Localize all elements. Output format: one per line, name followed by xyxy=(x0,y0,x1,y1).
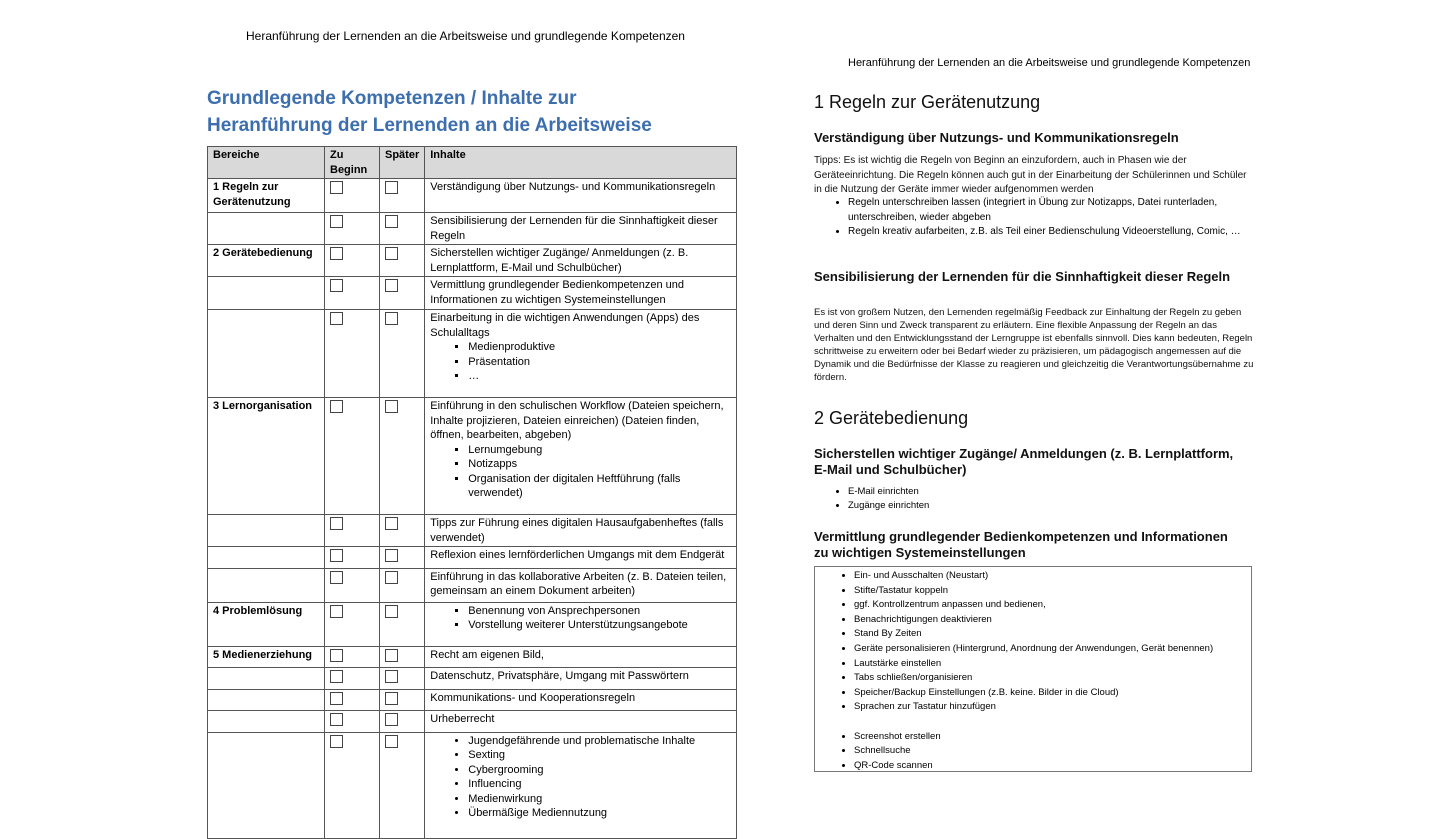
later-checkbox-cell xyxy=(380,515,425,547)
list-item: • Jugendgefährende und problematische Inhalte xyxy=(468,734,731,749)
area-cell xyxy=(208,689,325,711)
later-checkbox[interactable] xyxy=(385,181,398,194)
list-item: ▪ Organisation der digitalen Heftführung (falls verwendet) xyxy=(468,472,731,501)
start-checkbox[interactable] xyxy=(330,571,343,584)
area-cell xyxy=(208,568,325,602)
list-item: • Zugänge einrichten xyxy=(848,499,1288,513)
column-header-areas: Bereiche xyxy=(208,147,325,179)
start-checkbox-cell xyxy=(325,547,380,569)
s2-subheading-access: Sicherstellen wichtiger Zugänge/ Anmeldungen (z. B. Lernplattform, E-Mail und Schulbücher) xyxy=(814,446,1234,477)
table-row xyxy=(208,602,737,646)
content-cell: Einführung in das kollaborative Arbeiten (z. B. Dateien teilen, gemeinsam an einem Dokument arbeiten) xyxy=(425,568,737,602)
list-item: ▪ Notizapps xyxy=(468,457,731,472)
content-cell: Verständigung über Nutzungs- und Kommunikationsregeln xyxy=(425,179,737,213)
area-cell xyxy=(208,515,325,547)
section-2-heading: 2 Gerätebedienung xyxy=(814,408,969,428)
content-cell: Kommunikations- und Kooperationsregeln xyxy=(425,689,737,711)
later-checkbox[interactable] xyxy=(385,571,398,584)
list-item: • Lautstärke einstellen xyxy=(854,657,1251,672)
later-checkbox-cell xyxy=(380,711,425,733)
s2-access-list xyxy=(814,485,1288,513)
later-checkbox-cell xyxy=(380,277,425,310)
start-checkbox-cell xyxy=(325,310,380,398)
content-cell xyxy=(425,398,737,515)
content-cell xyxy=(425,732,737,838)
start-checkbox[interactable] xyxy=(330,181,343,194)
area-cell: 2 Gerätebedienung xyxy=(208,245,325,277)
list-item: • QR-Code scannen xyxy=(854,759,1251,774)
table-row xyxy=(208,398,737,515)
content-cell: Tipps zur Führung eines digitalen Hausaufgabenheftes (falls verwendet) xyxy=(425,515,737,547)
table-row xyxy=(208,711,737,733)
later-checkbox[interactable] xyxy=(385,549,398,562)
later-checkbox-cell xyxy=(380,646,425,668)
table-row xyxy=(208,547,737,569)
later-checkbox[interactable] xyxy=(385,649,398,662)
content-list xyxy=(430,340,731,384)
list-item: • Regeln kreativ aufarbeiten, z.B. als Teil einer Bedienschulung Videoerstellung, Comic, … xyxy=(848,225,1288,240)
start-checkbox[interactable] xyxy=(330,649,343,662)
later-checkbox[interactable] xyxy=(385,517,398,530)
list-item: ▪ Lernumgebung xyxy=(468,443,731,458)
section-1-heading: 1 Regeln zur Gerätenutzung xyxy=(814,92,1041,112)
start-checkbox[interactable] xyxy=(330,713,343,726)
content-cell: Datenschutz, Privatsphäre, Umgang mit Passwörtern xyxy=(425,668,737,690)
area-cell xyxy=(208,668,325,690)
list-item: ▪ Medienproduktive xyxy=(468,340,731,355)
s1-subheading-sensibilisierung: Sensibilisierung der Lernenden für die Sinnhaftigkeit dieser Regeln xyxy=(814,269,1231,284)
s2-subheading-skills: Vermittlung grundlegender Bedienkompetenzen und Informationen zu wichtigen Systemeinstellungen xyxy=(814,529,1228,560)
column-header-contents: Inhalte xyxy=(425,147,737,179)
later-checkbox-cell xyxy=(380,547,425,569)
table-row xyxy=(208,179,737,213)
content-text: Einarbeitung in die wichtigen Anwendungen (Apps) des Schulalltags xyxy=(430,312,700,339)
start-checkbox-cell xyxy=(325,568,380,602)
start-checkbox[interactable] xyxy=(330,605,343,618)
column-header-start: Zu Beginn xyxy=(325,147,380,179)
start-checkbox[interactable] xyxy=(330,549,343,562)
list-item: • Speicher/Backup Einstellungen (z.B. keine. Bilder in die Cloud) xyxy=(854,686,1251,701)
content-cell: Reflexion eines lernförderlichen Umgangs mit dem Endgerät xyxy=(425,547,737,569)
start-checkbox-cell xyxy=(325,732,380,838)
later-checkbox[interactable] xyxy=(385,713,398,726)
list-item: • Screenshot erstellen xyxy=(854,730,1251,745)
list-item: • Benachrichtigungen deaktivieren xyxy=(854,613,1251,628)
table-row xyxy=(208,277,737,310)
list-item: • Influencing xyxy=(468,777,731,792)
page-header: Heranführung der Lernenden an die Arbeitsweise und grundlegende Kompetenzen xyxy=(246,29,685,43)
list-item: • ggf. Kontrollzentrum anpassen und bedienen, xyxy=(854,598,1251,613)
list-item: • Ein- und Ausschalten (Neustart) xyxy=(854,569,1251,584)
start-checkbox[interactable] xyxy=(330,247,343,260)
document-title xyxy=(207,85,652,139)
start-checkbox-cell xyxy=(325,398,380,515)
start-checkbox[interactable] xyxy=(330,279,343,292)
area-cell: 5 Medienerziehung xyxy=(208,646,325,668)
skills-list xyxy=(815,567,1251,773)
table-header-row xyxy=(208,147,737,179)
start-checkbox[interactable] xyxy=(330,312,343,325)
start-checkbox-cell xyxy=(325,602,380,646)
table-row xyxy=(208,646,737,668)
content-cell: Recht am eigenen Bild, xyxy=(425,646,737,668)
list-item: • Geräte personalisieren (Hintergrund, Anordnung der Anwendungen, Gerät benennen) xyxy=(854,642,1251,657)
content-cell xyxy=(425,602,737,646)
list-spacer xyxy=(854,715,1251,730)
later-checkbox[interactable] xyxy=(385,247,398,260)
area-cell xyxy=(208,732,325,838)
s1-tips-paragraph: Tipps: Es ist wichtig die Regeln von Beginn an einzufordern, auch in Phasen wie der Geräteeinrichtung. Die Regeln können auch gut in der Einarbeitung der Schülerinnen und Schüler in die Nutzung der Geräte immer wieder aufgenommen werden xyxy=(814,155,1247,195)
start-checkbox-cell xyxy=(325,179,380,213)
table-row xyxy=(208,568,737,602)
start-checkbox-cell xyxy=(325,277,380,310)
list-item: • E-Mail einrichten xyxy=(848,485,1288,499)
table-row xyxy=(208,668,737,690)
later-checkbox-cell xyxy=(380,668,425,690)
skills-box xyxy=(814,566,1252,772)
later-checkbox-cell xyxy=(380,310,425,398)
area-cell xyxy=(208,547,325,569)
list-item: • Medienwirkung xyxy=(468,792,731,807)
page-header: Heranführung der Lernenden an die Arbeitsweise und grundlegende Kompetenzen xyxy=(848,57,1251,69)
area-cell xyxy=(208,711,325,733)
list-item: ▪ Präsentation xyxy=(468,355,731,370)
right-document-page xyxy=(780,0,1440,828)
title-line-2: Heranführung der Lernenden an die Arbeitsweise xyxy=(207,115,652,136)
content-list xyxy=(430,443,731,501)
start-checkbox-cell xyxy=(325,245,380,277)
list-item: • Sexting xyxy=(468,748,731,763)
table-row xyxy=(208,689,737,711)
area-cell: 1 Regeln zur Gerätenutzung xyxy=(208,179,325,213)
list-item: ▪ Vorstellung weiterer Unterstützungsangebote xyxy=(468,618,731,633)
start-checkbox[interactable] xyxy=(330,517,343,530)
start-checkbox[interactable] xyxy=(330,400,343,413)
later-checkbox[interactable] xyxy=(385,605,398,618)
list-item: • Regeln unterschreiben lassen (integriert in Übung zur Notizapps, Datei runterladen, unterschreiben, wieder abgeben xyxy=(848,196,1288,225)
later-checkbox-cell xyxy=(380,568,425,602)
later-checkbox[interactable] xyxy=(385,215,398,228)
list-item: • Sprachen zur Tastatur hinzufügen xyxy=(854,700,1251,715)
content-cell xyxy=(425,310,737,398)
content-cell: Sicherstellen wichtiger Zugänge/ Anmeldungen (z. B. Lernplattform, E-Mail und Schulbücher) xyxy=(425,245,737,277)
start-checkbox-cell xyxy=(325,515,380,547)
s1-tips-list xyxy=(814,196,1288,240)
later-checkbox[interactable] xyxy=(385,670,398,683)
later-checkbox-cell xyxy=(380,689,425,711)
content-cell: Urheberrecht xyxy=(425,711,737,733)
area-cell xyxy=(208,310,325,398)
content-list xyxy=(430,734,731,821)
start-checkbox[interactable] xyxy=(330,215,343,228)
table-row xyxy=(208,310,737,398)
table-row xyxy=(208,515,737,547)
content-cell: Sensibilisierung der Lernenden für die Sinnhaftigkeit dieser Regeln xyxy=(425,213,737,245)
later-checkbox[interactable] xyxy=(385,400,398,413)
content-list xyxy=(430,604,731,633)
start-checkbox-cell xyxy=(325,711,380,733)
list-item: • Tabs schließen/organisieren xyxy=(854,671,1251,686)
table-row xyxy=(208,213,737,245)
later-checkbox-cell xyxy=(380,602,425,646)
table-row xyxy=(208,245,737,277)
competence-table xyxy=(207,146,737,839)
s1-paragraph: Es ist von großem Nutzen, den Lernenden regelmäßig Feedback zur Einhaltung der Regeln zu geben und deren Sinn und Zweck transparent zu erläutern. Eine flexible Anpassung der Regeln an das Verhalten und den Entwicklungsstand der Lerngruppe ist ebenfalls sinnvoll. Dies kann bedeuten, Regeln schrittweise zu erweitern oder bei Bedarf wieder zu präzisieren, um pädagogisch angemessen auf die Dynamik und die Bedürfnisse der Klasse zu reagieren und gleichzeitig die Verantwortungsübernahme zu fördern. xyxy=(814,307,1254,384)
start-checkbox-cell xyxy=(325,668,380,690)
later-checkbox-cell xyxy=(380,213,425,245)
start-checkbox[interactable] xyxy=(330,692,343,705)
start-checkbox[interactable] xyxy=(330,735,343,748)
start-checkbox-cell xyxy=(325,689,380,711)
later-checkbox-cell xyxy=(380,245,425,277)
area-cell: 4 Problemlösung xyxy=(208,602,325,646)
content-text: Einführung in den schulischen Workflow (Dateien speichern, Inhalte projizieren, Dateien einreichen) (Dateien finden, öffnen, bearbeiten, abgeben) xyxy=(430,400,724,441)
later-checkbox-cell xyxy=(380,398,425,515)
s1-subheading-rules: Verständigung über Nutzungs- und Kommunikationsregeln xyxy=(814,130,1179,145)
area-cell xyxy=(208,213,325,245)
list-item: • Stand By Zeiten xyxy=(854,627,1251,642)
later-checkbox-cell xyxy=(380,732,425,838)
list-item: • Stifte/Tastatur koppeln xyxy=(854,584,1251,599)
later-checkbox-cell xyxy=(380,179,425,213)
table-row xyxy=(208,732,737,838)
area-cell xyxy=(208,277,325,310)
start-checkbox-cell xyxy=(325,213,380,245)
area-cell: 3 Lernorganisation xyxy=(208,398,325,515)
list-item: ▪ Benennung von Ansprechpersonen xyxy=(468,604,731,619)
later-checkbox[interactable] xyxy=(385,279,398,292)
list-item: • Schnellsuche xyxy=(854,744,1251,759)
later-checkbox[interactable] xyxy=(385,312,398,325)
later-checkbox[interactable] xyxy=(385,735,398,748)
list-item: ▪ … xyxy=(468,369,731,384)
title-line-1: Grundlegende Kompetenzen / Inhalte zur xyxy=(207,88,577,109)
column-header-later: Später xyxy=(380,147,425,179)
start-checkbox[interactable] xyxy=(330,670,343,683)
content-cell: Vermittlung grundlegender Bedienkompetenzen und Informationen zu wichtigen Systemeinstellungen xyxy=(425,277,737,310)
list-item: • Übermäßige Mediennutzung xyxy=(468,806,731,821)
start-checkbox-cell xyxy=(325,646,380,668)
later-checkbox[interactable] xyxy=(385,692,398,705)
list-item: • Cybergrooming xyxy=(468,763,731,778)
